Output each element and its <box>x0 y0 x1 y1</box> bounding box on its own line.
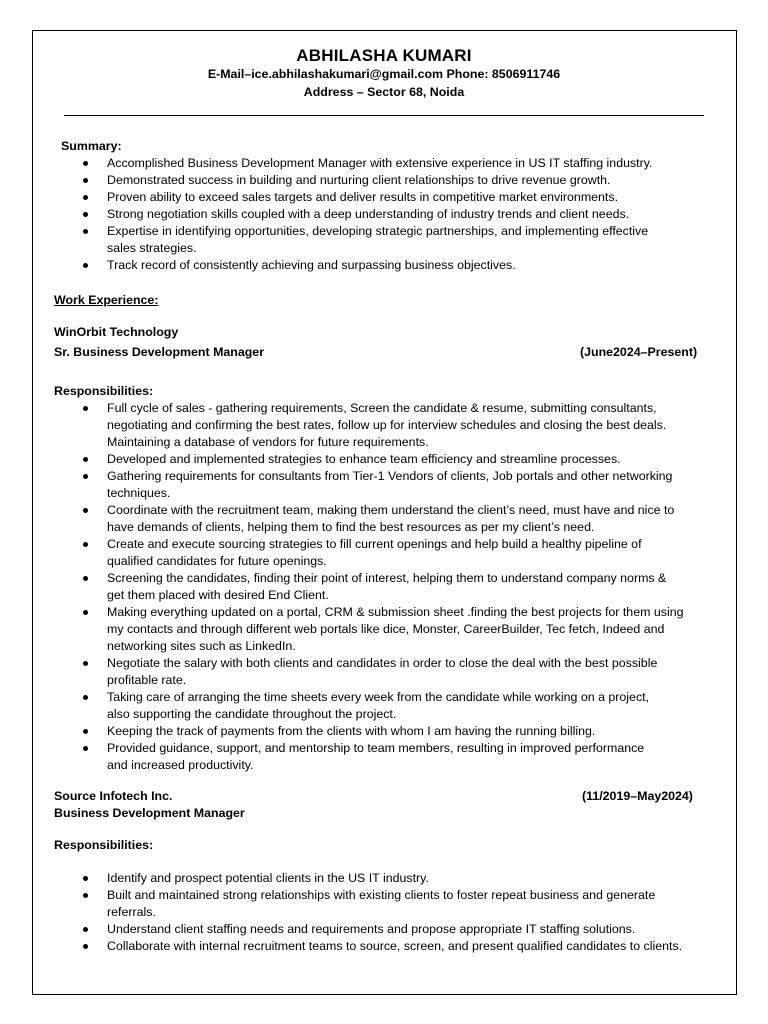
bullet-line: Full cycle of sales - gathering requirements, Screen the candidate & resume, submitting consultants, <box>107 401 657 415</box>
bullet-item <box>83 502 683 536</box>
work-experience-title: Work Experience: <box>54 293 159 307</box>
bullet-icon <box>83 610 88 615</box>
bullet-line: Collaborate with internal recruitment teams to source, screen, and present qualified candidates to clients. <box>107 939 683 953</box>
bullet-icon <box>83 195 88 200</box>
bullet-item <box>83 740 683 774</box>
bullet-item <box>83 206 652 223</box>
responsibilities-title: Responsibilities: <box>54 384 154 398</box>
bullet-line: Gathering requirements for consultants from Tier-1 Vendors of clients, Job portals and other networking <box>107 469 673 483</box>
bullet-line: Built and maintained strong relationships with existing clients to foster repeat business and generate <box>107 888 656 902</box>
bullet-icon <box>83 876 88 881</box>
bullet-line: also supporting the candidate throughout the project. <box>107 707 397 721</box>
bullet-item <box>83 870 682 887</box>
bullet-item <box>83 155 652 172</box>
bullet-icon <box>83 542 88 547</box>
bullet-icon <box>83 746 88 751</box>
bullet-icon <box>83 474 88 479</box>
summary-title: Summary: <box>61 139 122 153</box>
bullet-line: Track record of consistently achieving and surpassing business objectives. <box>107 258 516 272</box>
bullet-line: Create and execute sourcing strategies to fill current openings and help build a healthy pipeline of <box>107 537 642 551</box>
job-company: Source Infotech Inc. <box>54 789 173 803</box>
bullet-line: Proven ability to exceed sales targets and deliver results in competitive market environments. <box>107 190 619 204</box>
bullet-line: Developed and implemented strategies to enhance team efficiency and streamline processes. <box>107 452 621 466</box>
bullet-item <box>83 604 683 655</box>
bullet-line: Maintaining a database of vendors for future requirements. <box>107 435 429 449</box>
job-role: Sr. Business Development Manager <box>54 345 265 359</box>
job-dates: (11/2019–May2024) <box>582 789 693 803</box>
header-divider <box>64 115 704 116</box>
bullet-line: Expertise in identifying opportunities, developing strategic partnerships, and implementing effective <box>107 224 649 238</box>
bullet-icon <box>83 695 88 700</box>
bullet-icon <box>83 508 88 513</box>
bullet-item <box>83 468 683 502</box>
job-dates: (June2024–Present) <box>580 345 698 359</box>
bullet-icon <box>83 927 88 932</box>
bullet-item <box>83 655 683 689</box>
bullet-line: Coordinate with the recruitment team, making them understand the client’s need, must have and nice to <box>107 503 675 517</box>
bullet-icon <box>83 406 88 411</box>
bullet-line: Identify and prospect potential clients in the US IT industry. <box>107 871 429 885</box>
responsibilities-title: Responsibilities: <box>54 838 154 852</box>
bullet-icon <box>83 263 88 268</box>
bullet-item <box>83 223 652 257</box>
bullet-line: Accomplished Business Development Manager with extensive experience in US IT staffing industry. <box>107 156 653 170</box>
bullet-line: Provided guidance, support, and mentorship to team members, resulting in improved performance <box>107 741 645 755</box>
job-company: WinOrbit Technology <box>54 325 179 339</box>
bullet-line: profitable rate. <box>107 673 187 687</box>
summary-list <box>83 155 652 274</box>
bullet-item <box>83 689 683 723</box>
job-role: Business Development Manager <box>54 806 245 820</box>
bullet-line: qualified candidates for future openings. <box>107 554 327 568</box>
bullet-line: Strong negotiation skills coupled with a deep understanding of industry trends and client needs. <box>107 207 630 221</box>
bullet-icon <box>83 729 88 734</box>
bullet-line: get them placed with desired End Client. <box>107 588 329 602</box>
job-responsibilities-list <box>83 400 683 774</box>
bullet-item <box>83 887 682 921</box>
contact-line: E-Mail–ice.abhilashakumari@gmail.com Phone: 8506911746 <box>207 67 561 81</box>
bullet-item <box>83 257 652 274</box>
bullet-item <box>83 172 652 189</box>
bullet-item <box>83 921 682 938</box>
bullet-item <box>83 536 683 570</box>
bullet-icon <box>83 212 88 217</box>
bullet-line: negotiating and confirming the best rates, follow up for interview schedules and closing the best deals. <box>107 418 667 432</box>
bullet-line: Screening the candidates, finding their point of interest, helping them to understand company norms & <box>107 571 667 585</box>
bullet-icon <box>83 229 88 234</box>
bullet-item <box>83 451 683 468</box>
bullet-icon <box>83 893 88 898</box>
bullet-line: sales strategies. <box>107 241 197 255</box>
bullet-item <box>83 189 652 206</box>
bullet-line: Demonstrated success in building and nurturing client relationships to drive revenue growth. <box>107 173 611 187</box>
bullet-icon <box>83 457 88 462</box>
bullet-item <box>83 723 683 740</box>
bullet-icon <box>83 661 88 666</box>
bullet-item <box>83 400 683 451</box>
bullet-item <box>83 938 682 955</box>
bullet-icon <box>83 576 88 581</box>
address-line: Address – Sector 68, Noida <box>303 85 465 99</box>
bullet-line: and increased productivity. <box>107 758 254 772</box>
bullet-line: Understand client staffing needs and requirements and propose appropriate IT staffing solutions. <box>107 922 636 936</box>
bullet-item <box>83 570 683 604</box>
bullet-line: techniques. <box>107 486 171 500</box>
bullet-line: Keeping the track of payments from the clients with whom I am having the running billing. <box>107 724 596 738</box>
bullet-icon <box>83 944 88 949</box>
bullet-line: Negotiate the salary with both clients and candidates in order to close the deal with the best possible <box>107 656 658 670</box>
bullet-line: Taking care of arranging the time sheets every week from the candidate while working on a project, <box>107 690 650 704</box>
bullet-icon <box>83 178 88 183</box>
bullet-line: referrals. <box>107 905 156 919</box>
bullet-line: my contacts and through different web portals like dice, Monster, CareerBuilder, Tec fetch, Indeed and <box>107 622 665 636</box>
bullet-line: networking sites such as LinkedIn. <box>107 639 296 653</box>
bullet-line: have demands of clients, helping them to find the best resources as per my client’s need. <box>107 520 595 534</box>
candidate-name: ABHILASHA KUMARI <box>296 46 472 65</box>
job-responsibilities-list <box>83 870 682 955</box>
bullet-icon <box>83 161 88 166</box>
bullet-line: Making everything updated on a portal, CRM & submission sheet .finding the best projects for them using <box>107 605 684 619</box>
